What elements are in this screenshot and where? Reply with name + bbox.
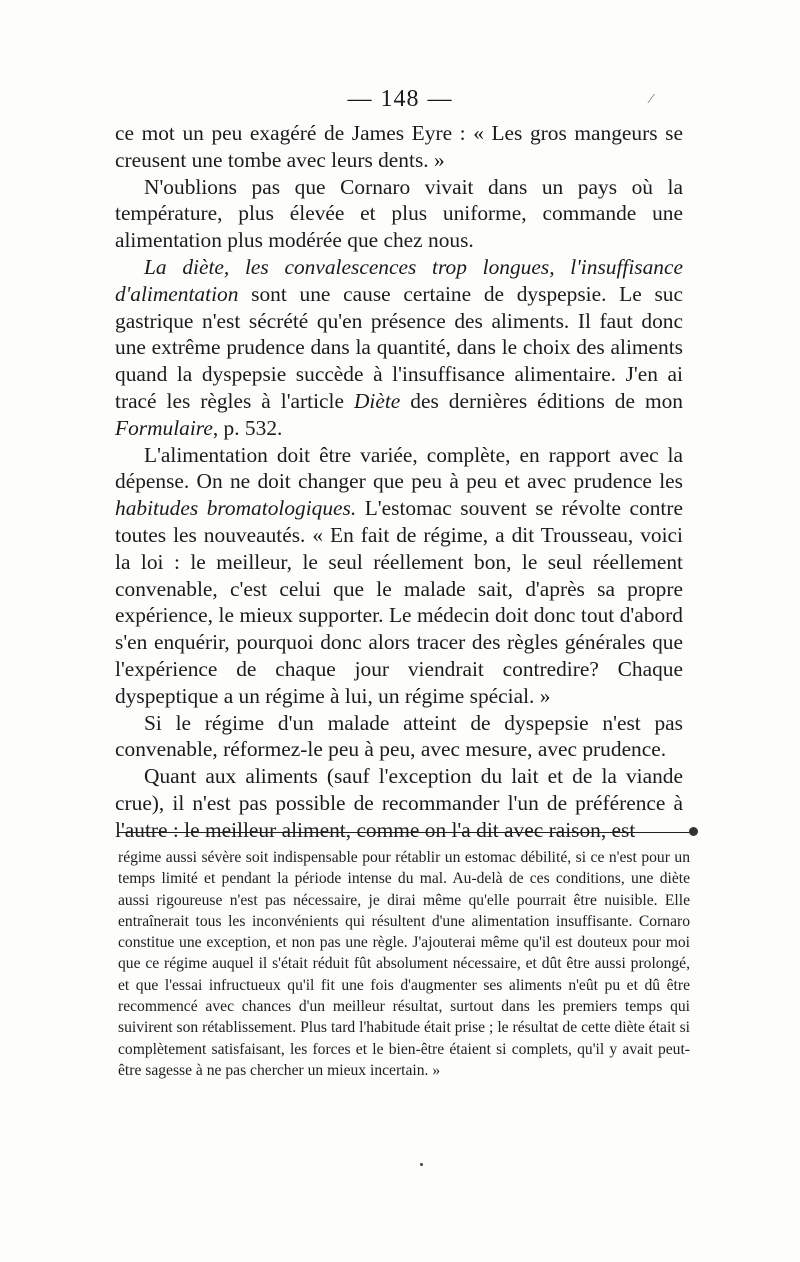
paragraph-3-diete: Diète [353, 388, 401, 413]
paragraph-5: Si le régime d'un malade atteint de dyspepsie n'est pas convenable, réformez-le peu à peu, avec mesure, avec prudence. [115, 710, 683, 762]
margin-mark: ⁄ [650, 92, 653, 107]
page-number-dash-left: — [347, 86, 373, 112]
paragraph-3-text-c: , p. 532. [212, 415, 283, 440]
page-number-value: 148 [380, 86, 420, 112]
page-number [0, 86, 800, 113]
footnote [118, 847, 690, 1081]
paragraph-3 [115, 254, 683, 442]
paragraph-4-text-a: L'alimentation doit être variée, complète, en rapport avec la dépense. On ne doit changer que peu à peu et avec prudence les [115, 442, 683, 494]
paragraph-1: ce mot un peu exagéré de James Eyre : « Les gros mangeurs se creusent une tombe avec leurs dents. » [115, 121, 683, 172]
page-number-dash-right: — [427, 86, 453, 112]
paragraph-6: Quant aux aliments (sauf l'exception du lait et de la viande crue), il n'est pas possible de recommander l'un de préférence à l'autre : le meilleur aliment, comme on l'a dit avec raison, est [115, 764, 683, 842]
paragraph-3-italic-lead: La diète, les convalescences trop longues, l'insuffisance d'alimentation [115, 254, 683, 306]
paragraph-3-formulaire: Formulaire [115, 415, 213, 440]
main-text [115, 120, 683, 844]
paragraph-2: N'oublions pas que Cornaro vivait dans un pays où la température, plus élevée et plus uniforme, commande une alimentation plus modérée que chez nous. [115, 174, 683, 253]
paragraph-4 [115, 442, 683, 710]
paragraph-3-text-a: sont une cause certaine de dyspepsie. Le suc gastrique n'est sécrété qu'en présence des aliments. Il faut donc une extrême prudence dans la quantité, dans le choix des aliments quand la dyspepsie succède à l'insuffisance alimentaire. J'en ai tracé les règles à l'article [115, 281, 683, 413]
paragraph-4-italic: habitudes bromatologiques. [115, 496, 357, 521]
footnote-text: régime aussi sévère soit indispensable pour rétablir un estomac débilité, si ce n'est pour un temps limité et pendant la période intense du mal. Au-delà de ces conditions, une diète aussi rigoureuse n'est pas nécessaire, je dirai même qu'elle pourrait être nuisible. Elle entraînerait tous les inconvénients qui résultent d'une alimentation insuffisante. Cornaro constitue une exception, et non pas une règle. J'ajouterai même qu'il est douteux pour moi que ce régime auquel il s'était réduit fût absolument nécessaire, et dût être aussi prolongé, et que l'essai infructueux qu'il fit une fois d'augmenter ses aliments n'eût pu et dû être recommencé avec chances d'un meilleur résultat, surtout dans les premiers temps qui suivirent son rétablissement. Plus tard l'habitude était prise ; le résultat de cette diète était si complètement satisfaisant, les forces et le bien-être étaient si complets, qu'il y avait peut-être sagesse à ne pas chercher un mieux incertain. » [118, 849, 690, 1079]
paragraph-4-text-b: L'estomac souvent se révolte contre toutes les nouveautés. « En fait de régime, a dit Trousseau, voici la loi : le meilleur, le seul réellement bon, le seul réellement convenable, c'est celui que le malade sait, d'après sa propre expérience, le mieux supporter. Le médecin doit donc tout d'abord s'en enquérir, pourquoi donc alors tracer des règles générales que l'expérience de chaque jour viendrait contredire? Chaque dyspeptique a un régime à lui, un régime spécial. » [115, 496, 683, 708]
page-speck [420, 1163, 423, 1166]
paragraph-3-text-b: des dernières éditions de mon [400, 388, 683, 413]
footnote-rule [118, 832, 692, 833]
